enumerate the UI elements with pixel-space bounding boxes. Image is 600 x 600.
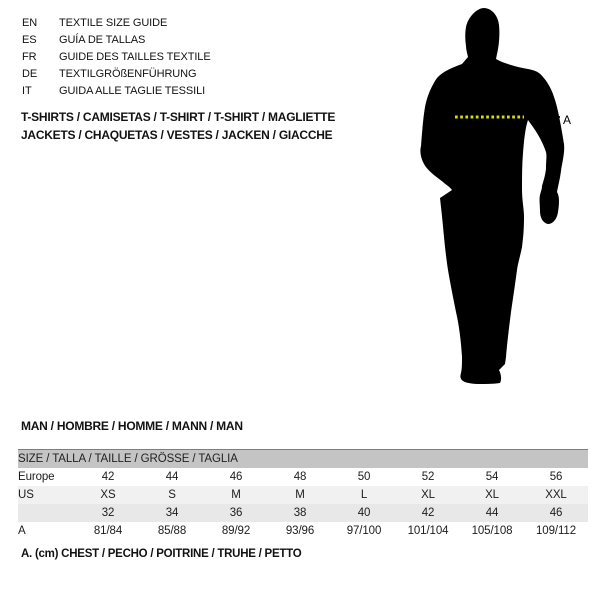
size-value: 89/92 bbox=[221, 525, 251, 537]
language-code: IT bbox=[22, 85, 32, 97]
language-label: TEXTILE SIZE GUIDE bbox=[59, 17, 168, 29]
table-row-us bbox=[18, 486, 588, 504]
language-label: TEXTILGRÖßENFÜHRUNG bbox=[59, 68, 197, 80]
size-value: 105/108 bbox=[471, 525, 513, 537]
language-item bbox=[22, 66, 211, 83]
size-table-header-row bbox=[18, 450, 588, 469]
size-value: 85/88 bbox=[157, 525, 187, 537]
size-value: 44 bbox=[165, 471, 179, 483]
section-title-man: MAN / HOMBRE / HOMME / MANN / MAN bbox=[21, 419, 243, 433]
measurement-figure bbox=[410, 4, 580, 396]
measurement-note: A. (cm) CHEST / PECHO / POITRINE / TRUHE / PETTO bbox=[21, 548, 302, 560]
table-row-alt bbox=[18, 504, 588, 522]
size-value: 101/104 bbox=[407, 525, 449, 537]
size-value: XXL bbox=[545, 489, 567, 501]
size-value: 93/96 bbox=[285, 525, 315, 537]
size-value: 40 bbox=[357, 507, 371, 519]
language-code: DE bbox=[22, 68, 38, 80]
size-value: 48 bbox=[293, 471, 307, 483]
size-table-header: SIZE / TALLA / TAILLE / GRÖSSE / TAGLIA bbox=[18, 450, 588, 469]
language-title-block bbox=[22, 15, 211, 100]
size-value: 97/100 bbox=[346, 525, 382, 537]
chest-measure-label: A bbox=[563, 113, 572, 127]
size-value: 42 bbox=[421, 507, 435, 519]
size-value: XL bbox=[485, 489, 499, 501]
size-value: S bbox=[168, 489, 176, 501]
category-line-tshirts: T-SHIRTS / CAMISETAS / T-SHIRT / T-SHIRT / MAGLIETTE bbox=[21, 110, 336, 124]
size-table bbox=[18, 449, 588, 540]
row-label: Europe bbox=[18, 471, 55, 483]
size-value: M bbox=[231, 489, 241, 501]
category-line-jackets: JACKETS / CHAQUETAS / VESTES / JACKEN / GIACCHE bbox=[21, 128, 333, 142]
language-code: EN bbox=[22, 17, 38, 29]
size-value: 36 bbox=[229, 507, 243, 519]
size-value: 56 bbox=[549, 471, 563, 483]
language-item bbox=[22, 83, 211, 100]
size-value: 44 bbox=[485, 507, 499, 519]
man-silhouette-figure bbox=[410, 4, 580, 396]
size-value: 34 bbox=[165, 507, 179, 519]
category-block bbox=[21, 108, 335, 144]
language-code: ES bbox=[22, 34, 37, 46]
language-label: GUIDA ALLE TAGLIE TESSILI bbox=[59, 85, 206, 97]
size-value: 54 bbox=[485, 471, 499, 483]
size-value: 46 bbox=[549, 507, 563, 519]
size-value: M bbox=[295, 489, 305, 501]
language-item bbox=[22, 32, 211, 49]
size-value: XL bbox=[421, 489, 435, 501]
row-label: A bbox=[18, 525, 26, 537]
size-value: XS bbox=[100, 489, 116, 501]
language-label: GUIDE DES TAILLES TEXTILE bbox=[59, 51, 211, 63]
size-value: 32 bbox=[101, 507, 115, 519]
size-value: 38 bbox=[293, 507, 307, 519]
man-silhouette bbox=[420, 8, 564, 384]
size-value: 109/112 bbox=[535, 525, 577, 537]
size-value: 50 bbox=[357, 471, 371, 483]
row-label: US bbox=[18, 489, 34, 501]
size-value: 81/84 bbox=[93, 525, 123, 537]
size-value: L bbox=[360, 489, 368, 501]
language-label: GUÍA DE TALLAS bbox=[59, 34, 146, 46]
language-item bbox=[22, 15, 211, 32]
language-code: FR bbox=[22, 51, 37, 63]
table-row-europe bbox=[18, 468, 588, 486]
size-value: 42 bbox=[101, 471, 115, 483]
table-row-chest bbox=[18, 522, 588, 540]
size-value: 52 bbox=[421, 471, 435, 483]
size-value: 46 bbox=[229, 471, 243, 483]
language-item bbox=[22, 49, 211, 66]
row-label bbox=[18, 504, 76, 522]
